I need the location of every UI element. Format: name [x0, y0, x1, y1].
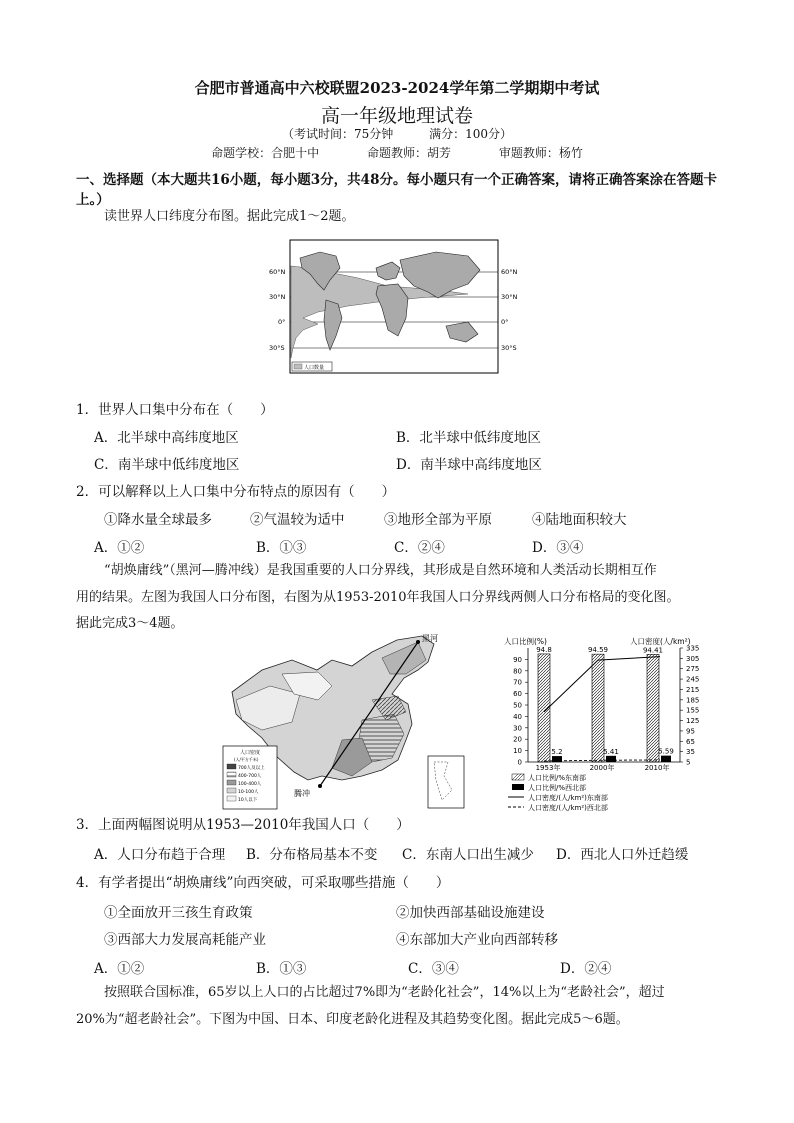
legend-se-bar: 人口比例/%东南部 [528, 774, 587, 782]
q4-item-4: ④东部加大产业向西部转移 [396, 932, 558, 948]
right-tick-label: 335 [686, 644, 700, 653]
q4-option-c[interactable]: C．③④ [408, 961, 459, 977]
legend-se-line: 人口密度/(人/km²)东南部 [528, 794, 608, 802]
chart-right-ticks [680, 645, 699, 767]
right-tick-label: 95 [686, 727, 695, 736]
population-change-chart [498, 634, 724, 814]
legend-item-5: 10人以下 [238, 798, 258, 803]
q4-option-b[interactable]: B．①③ [256, 961, 307, 977]
chart-y-left-label: 人口比例(%) [504, 637, 547, 646]
q1-option-a[interactable]: A．北半球中高纬度地区 [94, 430, 239, 446]
lat-left-0: 0° [278, 318, 286, 326]
legend-nw-bar: 人口比例/%西北部 [528, 784, 587, 792]
q3-option-b[interactable]: B．分布格局基本不变 [246, 847, 378, 863]
lat-right-30n: 30°N [501, 293, 518, 301]
bar-northwest-label: 5.41 [603, 747, 619, 756]
right-tick-label: 245 [686, 675, 700, 684]
bar-southeast-label: 94.8 [536, 645, 552, 654]
legend-item-4: 10-100人 [238, 790, 259, 795]
x-category-label: 1953年 [535, 764, 561, 772]
legend-nw-line: 人口密度/(人/km²)西北部 [528, 804, 608, 812]
q2-item-4: ④陆地面积较大 [532, 512, 627, 528]
lat-right-30s: 30°S [501, 344, 517, 352]
south-china-sea-inset [428, 756, 464, 808]
tengchong-label: 腾冲 [294, 789, 310, 798]
legend-swatch-nw-bar [512, 784, 524, 790]
left-tick-label: 50 [513, 701, 522, 710]
legend-unit: (人/平方千米) [234, 757, 259, 762]
q1-option-d[interactable]: D．南半球中高纬度地区 [396, 457, 542, 473]
q2-option-d[interactable]: D．③④ [532, 540, 584, 556]
q3-option-a[interactable]: A．人口分布趋于合理 [94, 847, 226, 863]
left-tick-label: 70 [513, 678, 522, 687]
right-tick-label: 215 [686, 685, 700, 694]
right-tick-label: 185 [686, 696, 700, 705]
lat-right-0: 0° [501, 318, 509, 326]
right-tick-label: 155 [686, 706, 700, 715]
left-tick-label: 80 [513, 667, 522, 676]
reviewing-teacher: 审题教师：杨竹 [498, 146, 583, 160]
legend-title: 人口密度 [240, 750, 261, 756]
bar-northwest [606, 756, 616, 762]
bar-northwest-label: 5.2 [551, 748, 563, 757]
q1-option-c[interactable]: C．南半球中低纬度地区 [94, 457, 240, 473]
exam-meta-time [0, 125, 794, 142]
q4-item-2: ②加快西部基础设施建设 [396, 905, 545, 921]
china-population-map [222, 630, 472, 812]
bar-northwest [661, 756, 671, 762]
right-tick-label: 305 [686, 654, 700, 663]
q2-option-c[interactable]: C．②④ [394, 540, 445, 556]
right-tick-label: 5 [686, 758, 691, 767]
legend-item-1: 700人及以上 [238, 766, 265, 771]
question-3-stem: 3．上面两幅图说明从1953—2010年我国人口（ ） [76, 817, 410, 833]
q4-item-3: ③西部大力发展高耗能产业 [104, 932, 266, 948]
bar-northwest-label: 5.59 [658, 747, 674, 756]
heihe-dot [416, 640, 420, 644]
q4-option-a[interactable]: A．①② [94, 961, 145, 977]
right-tick-label: 125 [686, 717, 700, 726]
q3-option-d[interactable]: D．西北人口外迁趋缓 [556, 847, 689, 863]
chart-y-right-label: 人口密度(人/km²) [630, 637, 691, 646]
left-tick-label: 40 [513, 712, 522, 721]
full-score: 满分：100分） [429, 127, 512, 141]
q3-option-c[interactable]: C．东南人口出生减少 [402, 847, 534, 863]
passage-hu-line-1: “胡焕庸线”（黑河—腾冲线）是我国重要的人口分界线，其形成是自然环境和人类活动长期相互作 [104, 563, 657, 578]
section-heading: 一、选择题（本大题共16小题，每小题3分，共48分。每小题只有一个正确答案，请将正确答案涂在答题卡上。） [76, 172, 717, 208]
right-tick-label: 35 [686, 748, 695, 757]
passage-aging-line-1: 按照联合国标准，65岁以上人口的占比超过7%即为“老龄化社会”，14%以上为“老龄社会”，超过 [104, 985, 665, 1000]
left-tick-label: 0 [517, 758, 522, 767]
right-tick-label: 275 [686, 665, 700, 674]
lat-left-30s: 30°S [269, 344, 285, 352]
bar-southeast-label: 94.59 [587, 646, 609, 655]
tengchong-dot [318, 784, 322, 788]
left-tick-label: 10 [513, 747, 522, 756]
chart-bars [536, 646, 674, 762]
passage-aging-line-2: 20%为“超老龄社会”。下图为中国、日本、印度老龄化进程及其趋势变化图。据此完成5～6题。 [76, 1012, 629, 1027]
map-legend-label: 人口数量 [304, 365, 325, 371]
right-tick-label: 65 [686, 737, 695, 746]
left-tick-label: 30 [513, 724, 522, 733]
intro-q1-2: 读世界人口纬度分布图。据此完成1～2题。 [104, 209, 355, 224]
question-1-stem: 1．世界人口集中分布在（ ） [76, 402, 274, 418]
proposing-teacher: 命题教师：胡芳 [366, 146, 451, 160]
bar-southeast [647, 654, 659, 762]
exam-meta-authors [0, 144, 794, 161]
x-category-label: 2010年 [644, 764, 670, 772]
proposing-school: 命题学校：合肥十中 [211, 146, 320, 160]
lat-left-30n: 30°N [269, 293, 286, 301]
chart-x-labels [536, 763, 670, 772]
exam-time: （考试时间：75分钟 [281, 127, 394, 141]
passage-hu-line-3: 据此完成3～4题。 [76, 616, 184, 631]
lat-right-60n: 60°N [501, 268, 518, 276]
q2-item-2: ②气温较为适中 [250, 512, 345, 528]
bar-southeast [592, 654, 604, 762]
q2-option-b[interactable]: B．①③ [256, 540, 307, 556]
question-2-stem: 2．可以解释以上人口集中分布特点的原因有（ ） [76, 484, 396, 500]
q4-option-d[interactable]: D．②④ [560, 961, 612, 977]
q2-option-a[interactable]: A．①② [94, 540, 145, 556]
passage-hu-line-2: 用的结果。左图为我国人口分布图，右图为从1953-2010年我国人口分界线两侧人口分布格局的变化图。 [76, 590, 680, 605]
exam-title: 合肥市普通高中六校联盟2023-2024学年第二学期期中考试 [194, 79, 600, 97]
left-tick-label: 20 [513, 735, 522, 744]
q1-option-b[interactable]: B．北半球中低纬度地区 [396, 430, 541, 446]
x-category-label: 2000年 [589, 764, 615, 772]
world-population-latitude-map [268, 238, 524, 376]
q2-item-1: ①降水量全球最多 [104, 512, 212, 528]
q2-item-3: ③地形全部为平原 [384, 512, 492, 528]
question-4-stem: 4．有学者提出“胡焕庸线”向西突破，可采取哪些措施（ ） [76, 875, 450, 891]
left-tick-label: 60 [513, 690, 522, 699]
legend-item-3: 100-400人 [238, 782, 262, 787]
q4-item-1: ①全面放开三孩生育政策 [104, 905, 253, 921]
exam-subtitle: 高一年级地理试卷 [320, 105, 473, 127]
lat-left-60n: 60°N [269, 268, 286, 276]
bar-southeast-label: 94.41 [642, 646, 664, 655]
left-tick-label: 90 [513, 655, 522, 664]
chart-left-ticks [513, 656, 528, 767]
heihe-label: 黑河 [422, 634, 438, 643]
legend-item-2: 400-700人 [238, 774, 262, 779]
